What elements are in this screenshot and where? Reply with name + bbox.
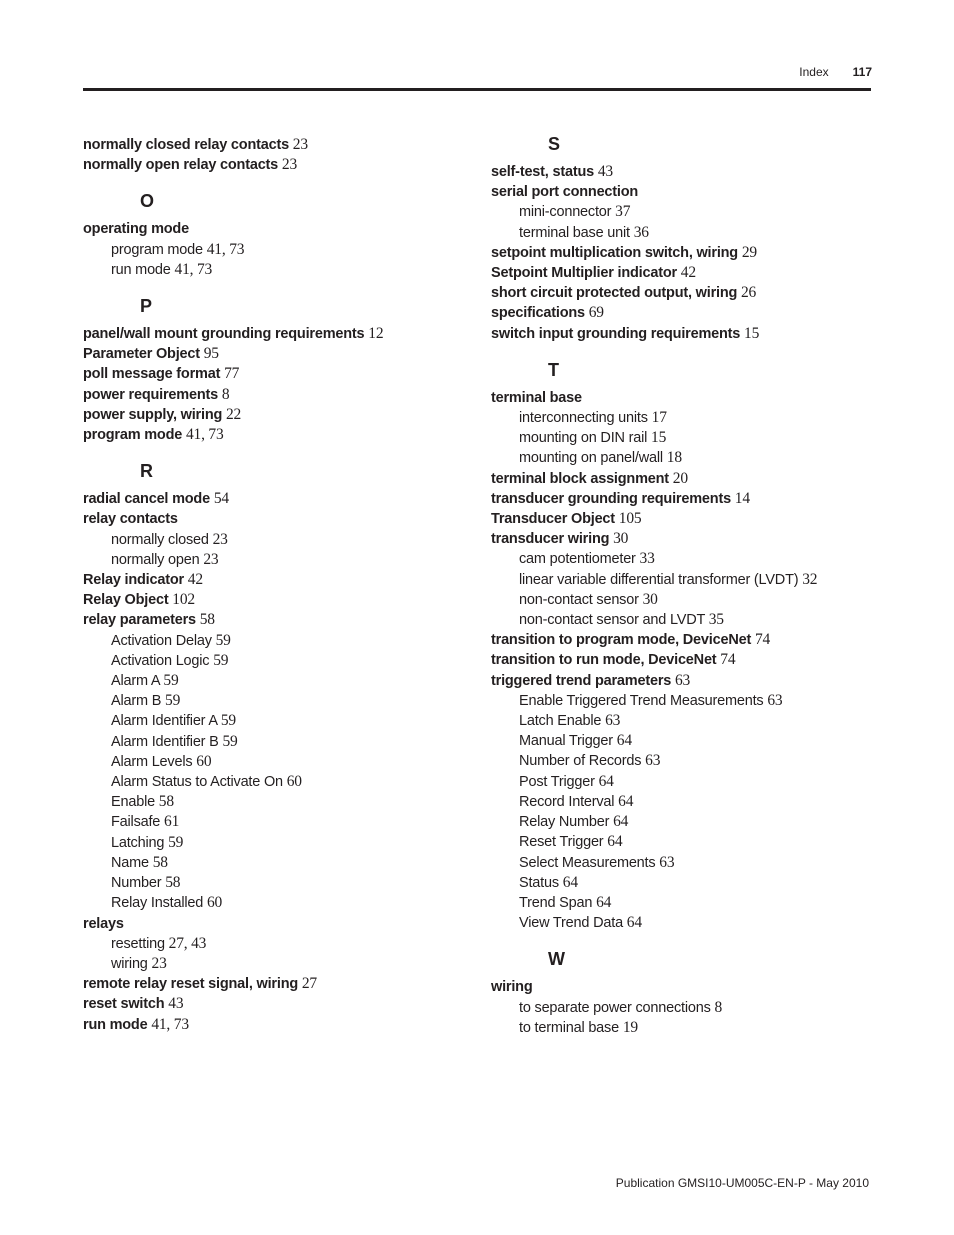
index-entry: [83, 344, 483, 364]
index-term: Latching: [111, 834, 165, 851]
index-page-refs: 23: [281, 156, 298, 174]
index-page-refs: 37: [615, 203, 631, 221]
index-term: linear variable differential transformer (LVDT): [519, 571, 799, 588]
index-term: normally closed: [111, 531, 209, 548]
index-subentry: [491, 428, 891, 448]
index-subentry: [83, 954, 483, 974]
index-term: Alarm A: [111, 673, 160, 690]
index-page-refs: 42: [680, 264, 696, 282]
index-entry: [83, 219, 483, 239]
index-term: Enable: [111, 794, 155, 811]
index-term: switch input grounding requirements: [491, 325, 741, 342]
index-subentry: [491, 448, 891, 468]
index-entry: [83, 590, 483, 610]
index-subentry: [491, 711, 891, 731]
index-page-refs: 43: [597, 163, 613, 180]
index-entry: [83, 974, 483, 994]
index-page-refs: 12: [368, 325, 384, 343]
index-entry: [491, 671, 891, 691]
index-term: specifications: [491, 305, 585, 322]
index-term: Number: [111, 875, 162, 892]
index-term: Alarm Levels: [111, 753, 193, 770]
index-subentry: [83, 711, 483, 731]
index-subentry: [83, 772, 483, 792]
page-number: 117: [852, 65, 872, 79]
index-letter-heading: P: [140, 296, 153, 317]
index-subentry: [491, 751, 891, 771]
index-page-refs: 69: [588, 304, 604, 322]
index-entry: [83, 324, 483, 344]
index-subentry: [491, 610, 891, 630]
index-term: terminal base: [491, 389, 582, 406]
index-subentry: [491, 893, 891, 913]
index-page-refs: 19: [622, 1018, 638, 1036]
index-page-refs: 22: [225, 405, 242, 423]
index-page-refs: 60: [206, 894, 223, 912]
index-subentry: [491, 549, 891, 569]
index-term: Select Measurements: [519, 854, 656, 871]
index-subentry: [83, 833, 483, 853]
index-subentry: [83, 732, 483, 752]
index-subentry: [83, 853, 483, 873]
index-page-refs: 60: [196, 752, 212, 770]
index-page-refs: 61: [164, 813, 180, 831]
index-letter-heading: T: [548, 359, 559, 380]
index-entry: [83, 610, 483, 630]
index-term: relays: [83, 915, 124, 932]
index-entry: [491, 650, 891, 670]
index-subentry: [83, 530, 483, 550]
index-entry: [491, 630, 891, 650]
index-page-refs: 64: [562, 873, 578, 891]
index-subentry: [83, 651, 483, 671]
index-term: Alarm B: [111, 693, 162, 710]
index-term: terminal base unit: [519, 224, 630, 241]
index-entry: [83, 405, 483, 425]
index-page-refs: 63: [674, 671, 691, 689]
index-term: Activation Logic: [111, 652, 210, 669]
index-subentry: [83, 671, 483, 691]
index-term: Transducer Object: [491, 511, 615, 528]
index-subentry: [491, 1018, 891, 1038]
index-page-refs: 23: [292, 136, 308, 153]
index-page-refs: 30: [613, 530, 629, 548]
index-subentry: [83, 893, 483, 913]
index-page-refs: 23: [151, 954, 167, 972]
index-term: Failsafe: [111, 814, 161, 831]
index-subentry: [491, 913, 891, 933]
index-term: program mode: [83, 427, 183, 444]
index-page-refs: 59: [168, 833, 184, 851]
index-subentry: [491, 408, 891, 428]
index-page-refs: 27: [301, 975, 317, 993]
index-subentry: [491, 202, 891, 222]
index-term: Enable Triggered Trend Measurements: [519, 692, 764, 709]
index-subentry: [83, 260, 483, 280]
index-term: Activation Delay: [111, 632, 212, 649]
index-subentry: [83, 631, 483, 651]
index-term: non-contact sensor: [519, 591, 639, 608]
index-term: Relay Number: [519, 814, 610, 831]
index-subentry: [83, 873, 483, 893]
index-page-refs: 35: [708, 611, 724, 629]
index-entry: [491, 303, 891, 323]
index-page-refs: 15: [744, 324, 760, 342]
index-term: self-test, status: [491, 164, 594, 180]
index-term: transducer grounding requirements: [491, 490, 731, 507]
index-page-refs: 17: [651, 409, 667, 427]
index-page-refs: 59: [213, 651, 229, 669]
index-term: Relay Installed: [111, 895, 204, 912]
index-subentry: [83, 792, 483, 812]
index-page-refs: 64: [626, 914, 642, 932]
index-subentry: [491, 772, 891, 792]
index-page-refs: 18: [666, 449, 682, 467]
index-page-refs: 41, 73: [151, 1015, 189, 1033]
index-term: cam potentiometer: [519, 551, 636, 568]
index-page-refs: 30: [642, 590, 658, 608]
index-subentry: [491, 570, 891, 590]
index-term: Alarm Identifier A: [111, 713, 218, 730]
index-term: wiring: [111, 955, 148, 972]
index-page-refs: 105: [618, 510, 642, 528]
index-entry: [83, 385, 483, 405]
index-page-refs: 41, 73: [185, 426, 224, 444]
index-page-refs: 64: [596, 893, 612, 911]
index-term: Parameter Object: [83, 346, 200, 363]
index-page-refs: 23: [212, 530, 228, 548]
index-term: power requirements: [83, 386, 218, 403]
index-page-refs: 26: [741, 284, 757, 302]
index-term: serial port connection: [491, 184, 639, 201]
index-entry: [491, 977, 891, 997]
index-term: short circuit protected output, wiring: [491, 285, 738, 302]
index-subentry: [491, 853, 891, 873]
index-subentry: [83, 752, 483, 772]
index-entry: [491, 489, 891, 509]
index-page-refs: 43: [168, 995, 184, 1013]
index-page-refs: 33: [639, 550, 655, 568]
index-term: Latch Enable: [519, 713, 602, 730]
index-page-refs: 64: [616, 732, 632, 750]
index-entry: [83, 135, 483, 155]
index-term: wiring: [491, 979, 533, 996]
index-entry: [83, 364, 483, 384]
index-letter-heading: W: [548, 949, 565, 970]
index-entry: [491, 162, 891, 182]
index-letter-heading: S: [548, 134, 561, 154]
index-page-refs: 8: [714, 998, 723, 1016]
index-term: Manual Trigger: [519, 733, 613, 750]
index-term: mini-connector: [519, 204, 612, 221]
index-page-refs: 95: [203, 345, 219, 363]
index-page-refs: 41, 73: [174, 260, 213, 278]
index-subentry: [491, 590, 891, 610]
index-page-refs: 63: [767, 691, 783, 709]
index-page-refs: 64: [598, 772, 614, 790]
index-term: reset switch: [83, 996, 165, 1013]
index-entry: [491, 509, 891, 529]
running-header: [799, 65, 872, 79]
index-term: mounting on DIN rail: [519, 430, 648, 447]
index-term: Name: [111, 854, 149, 871]
index-term: setpoint multiplication switch, wiring: [491, 244, 738, 261]
index-term: Trend Span: [519, 894, 593, 911]
index-term: Number of Records: [519, 753, 642, 770]
section-name: Index: [799, 65, 829, 79]
index-page-refs: 63: [605, 712, 621, 730]
index-column-right: [491, 135, 891, 1038]
index-page-refs: 58: [199, 611, 215, 629]
index-term: Setpoint Multiplier indicator: [491, 265, 677, 282]
header-rule: [83, 88, 871, 91]
index-entry: [491, 283, 891, 303]
index-entry: [83, 155, 483, 175]
index-term: normally open: [111, 551, 200, 568]
index-term: run mode: [83, 1016, 148, 1033]
publication-footer: Publication GMSI10-UM005C-EN-P - May 2010: [615, 1176, 869, 1190]
index-term: panel/wall mount grounding requirements: [83, 326, 365, 343]
index-entry: [83, 914, 483, 934]
index-page-refs: 59: [222, 732, 238, 750]
index-subentry: [83, 691, 483, 711]
index-term: radial cancel mode: [83, 491, 210, 508]
index-term: operating mode: [83, 221, 189, 238]
index-page-refs: 59: [220, 712, 236, 730]
index-page-refs: 74: [720, 651, 736, 669]
index-term: Record Interval: [519, 793, 615, 810]
index-entry: [491, 182, 891, 202]
index-page-refs: 14: [734, 489, 750, 507]
index-page-refs: 32: [802, 570, 818, 588]
index-entry: [491, 263, 891, 283]
index-column-left: [83, 135, 483, 1035]
index-term: transducer wiring: [491, 531, 610, 548]
index-page-refs: 64: [607, 833, 623, 851]
index-term: remote relay reset signal, wiring: [83, 976, 299, 993]
index-page-refs: 59: [163, 672, 179, 690]
index-term: Alarm Status to Activate On: [111, 774, 283, 791]
index-subentry: [491, 812, 891, 832]
index-term: transition to run mode, DeviceNet: [491, 652, 717, 669]
index-entry: [83, 509, 483, 529]
index-page-refs: 15: [651, 429, 667, 447]
index-page-refs: 77: [224, 365, 240, 383]
index-term: interconnecting units: [519, 410, 648, 427]
index-term: Status: [519, 874, 559, 891]
index-term: Reset Trigger: [519, 834, 604, 851]
index-term: program mode: [111, 241, 203, 258]
index-entry: [491, 529, 891, 549]
index-term: Relay Object: [83, 592, 169, 609]
index-page-refs: 29: [741, 243, 757, 261]
index-letter-heading: O: [140, 191, 155, 212]
index-term: run mode: [111, 261, 171, 278]
index-term: non-contact sensor and LVDT: [519, 612, 705, 629]
index-term: terminal block assignment: [491, 470, 669, 487]
index-term: power supply, wiring: [83, 406, 223, 423]
index-page-refs: 36: [633, 223, 649, 241]
index-entry: [83, 1015, 483, 1035]
index-subentry: [83, 934, 483, 954]
index-term: Alarm Identifier B: [111, 733, 219, 750]
index-subentry: [491, 832, 891, 852]
index-entry: [83, 570, 483, 590]
index-term: poll message format: [83, 366, 221, 383]
index-entry: [491, 469, 891, 489]
index-subentry: [491, 873, 891, 893]
index-page-refs: 60: [286, 773, 302, 791]
index-page-refs: 20: [672, 469, 688, 487]
index-term: relay parameters: [83, 612, 196, 629]
index-entry: [491, 324, 891, 344]
index-entry: [83, 425, 483, 445]
index-subentry: [83, 240, 483, 260]
index-page-refs: 74: [754, 631, 771, 649]
index-entry: [491, 388, 891, 408]
index-page-refs: 59: [215, 631, 231, 649]
index-term: Relay indicator: [83, 572, 184, 589]
index-page-refs: 63: [659, 853, 675, 871]
index-page-refs: 102: [172, 591, 195, 609]
index-entry: [83, 994, 483, 1014]
index-page-refs: 23: [203, 550, 219, 568]
index-page-refs: 42: [187, 571, 203, 589]
index-term: mounting on panel/wall: [519, 450, 663, 467]
index-subentry: [83, 812, 483, 832]
index-term: View Trend Data: [519, 915, 623, 932]
index-term: triggered trend parameters: [491, 672, 672, 689]
index-page-refs: 63: [645, 752, 661, 770]
index-entry: [491, 243, 891, 263]
index-page-refs: 58: [165, 874, 181, 892]
index-page-refs: 54: [213, 490, 229, 508]
index-term: to terminal base: [519, 1019, 619, 1036]
index-term: resetting: [111, 935, 165, 952]
index-subentry: [491, 223, 891, 243]
index-term: Post Trigger: [519, 773, 595, 790]
index-page-refs: 64: [613, 813, 629, 831]
index-term: to separate power connections: [519, 999, 711, 1016]
index-page-refs: 64: [618, 792, 634, 810]
index-subentry: [491, 792, 891, 812]
index-subentry: [83, 550, 483, 570]
index-entry: [83, 489, 483, 509]
index-page-refs: 27, 43: [168, 934, 207, 952]
index-term: normally open relay contacts: [83, 157, 279, 174]
index-term: relay contacts: [83, 511, 178, 528]
index-page-refs: 41, 73: [206, 240, 245, 258]
index-page-refs: 58: [158, 793, 174, 811]
index-subentry: [491, 731, 891, 751]
index-subentry: [491, 691, 891, 711]
index-term: transition to program mode, DeviceNet: [491, 632, 752, 649]
index-subentry: [491, 998, 891, 1018]
index-page-refs: 58: [152, 853, 168, 871]
index-term: normally closed relay contacts: [83, 137, 289, 153]
index-page-refs: 8: [221, 385, 230, 403]
index-page-refs: 59: [165, 692, 181, 710]
index-letter-heading: R: [140, 461, 153, 482]
